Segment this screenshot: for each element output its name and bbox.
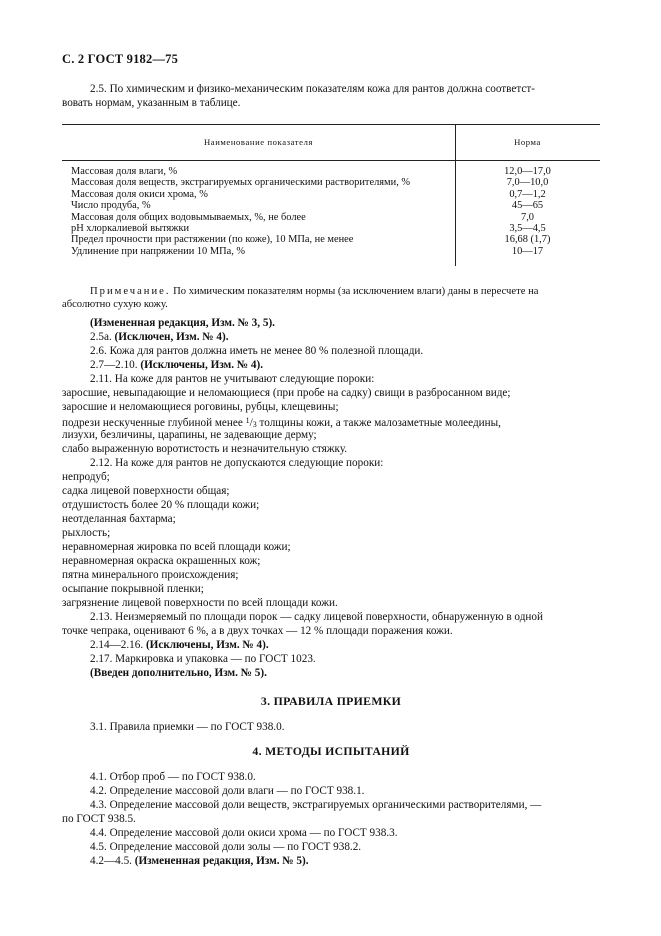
clause-number: 2.14—2.16. bbox=[90, 639, 146, 651]
table-note-line-2: абсолютно сухую кожу. bbox=[62, 299, 168, 310]
clause-2-5-line-1: 2.5. По химическим и физико-механическим показателям кожа для рантов должна соответст- bbox=[90, 83, 535, 95]
defect-item: загрязнение лицевой поверхности по всей площади кожи. bbox=[62, 597, 338, 609]
clause-2-7-2-10 bbox=[62, 358, 600, 372]
clause-number: 4.2—4.5. bbox=[90, 855, 135, 867]
note-text: По химическим показателям нормы (за исключением влаги) даны в пересчете на bbox=[170, 286, 539, 297]
indicator-name: Массовая доля влаги, % bbox=[71, 166, 178, 177]
clause-2-5a bbox=[62, 330, 600, 344]
defect-item: отдушистость более 20 % площади кожи; bbox=[62, 499, 260, 511]
amendment-note: (Исключены, Изм. № 4). bbox=[140, 359, 264, 371]
clause-2-13-line-2: точке чепрака, оценивают 6 %, а в двух точках — 12 % площади поражения кожи. bbox=[62, 625, 453, 637]
defect-item: заросшие и неломающиеся роговины, рубцы, клещевины; bbox=[62, 401, 339, 413]
section-4-heading: 4. МЕТОДЫ ИСПЫТАНИЙ bbox=[252, 744, 410, 758]
text-segment: толщины кожи, а также малозаметные молеедины, bbox=[256, 417, 501, 429]
amendment-note: (Исключены, Изм. № 4). bbox=[145, 639, 269, 651]
norms-table bbox=[62, 124, 600, 266]
defect-item: рыхлость; bbox=[62, 527, 111, 539]
indicator-name: Удлинение при напряжении 10 МПа, % bbox=[71, 245, 246, 257]
indicator-name: pH хлоркалиевой вытяжки bbox=[71, 222, 190, 234]
indicator-norm: 45—65 bbox=[511, 200, 544, 212]
table-row bbox=[62, 234, 600, 245]
defect-item: неравномерная жировка по всей площади кожи; bbox=[62, 541, 291, 553]
table-row bbox=[62, 189, 600, 200]
defect-item: неравномерная окраска окрашенных кож; bbox=[62, 555, 261, 567]
defect-item: осыпание покрывной пленки; bbox=[62, 583, 204, 595]
indicator-norm: 16,68 (1,7) bbox=[504, 234, 551, 246]
indicator-norm: 7,0—10,0 bbox=[506, 177, 549, 189]
text-segment: подрези нескученные глубиной менее bbox=[62, 417, 246, 429]
indicator-name: Массовая доля веществ, экстрагируемых органическими растворителями, % bbox=[71, 177, 411, 189]
defect-item: садка лицевой поверхности общая; bbox=[62, 485, 230, 497]
defect-item: лизухи, безличины, царапины, не задевающие дерму; bbox=[62, 429, 317, 441]
fraction-slash: / bbox=[249, 417, 253, 429]
page-header: С. 2 ГОСТ 9182—75 bbox=[62, 52, 179, 66]
indicator-norm: 10—17 bbox=[511, 245, 544, 257]
table-header-norm: Норма bbox=[514, 137, 541, 147]
clause-2-13-line-1: 2.13. Неизмеряемый по площади порок — садку лицевой поверхности, обнаруженную в одной bbox=[90, 611, 543, 623]
clause-4-2: 4.2. Определение массовой доли влаги — по ГОСТ 938.1. bbox=[90, 785, 365, 797]
clause-3-1: 3.1. Правила приемки — по ГОСТ 938.0. bbox=[90, 721, 285, 733]
section-3-heading: 3. ПРАВИЛА ПРИЕМКИ bbox=[260, 694, 402, 708]
fraction-numerator: 1 bbox=[245, 416, 250, 425]
indicator-norm: 7,0 bbox=[521, 211, 534, 223]
amendment-note: (Введен дополнительно, Изм. № 5). bbox=[90, 667, 267, 679]
clause-number: 2.7—2.10. bbox=[90, 359, 141, 371]
defect-item: непродуб; bbox=[62, 471, 110, 483]
table-row bbox=[62, 212, 600, 223]
table-row bbox=[62, 177, 600, 188]
table-row bbox=[62, 246, 600, 257]
indicator-norm: 0,7—1,2 bbox=[509, 188, 546, 200]
indicator-name: Предел прочности при растяжении (по коже), 10 МПа, не менее bbox=[71, 234, 354, 246]
clause-4-2-4-5 bbox=[62, 854, 600, 868]
table-row bbox=[62, 166, 600, 177]
table-top-rule bbox=[62, 124, 600, 125]
clause-2-6: 2.6. Кожа для рантов должна иметь не менее 80 % полезной площади. bbox=[90, 345, 424, 357]
indicator-name: Массовая доля общих водовымываемых, %, не более bbox=[71, 211, 306, 223]
clause-2-12: 2.12. На коже для рантов не допускаются следующие пороки: bbox=[90, 457, 384, 469]
table-header-rule bbox=[62, 160, 600, 161]
indicator-norm: 3,5—4,5 bbox=[509, 222, 546, 234]
defect-item: неотделанная бахтарма; bbox=[62, 513, 176, 525]
defect-item: слабо выраженную воротистость и незначительную стяжку. bbox=[62, 443, 348, 455]
clause-2-14-2-16 bbox=[62, 638, 600, 652]
clause-4-5: 4.5. Определение массовой доли золы — по ГОСТ 938.2. bbox=[90, 841, 362, 853]
table-body bbox=[62, 166, 600, 257]
fraction-denominator: 3 bbox=[252, 420, 257, 429]
defect-item: пятна минерального происхождения; bbox=[62, 569, 239, 581]
clause-number: 2.5а. bbox=[90, 331, 115, 343]
table-row bbox=[62, 223, 600, 234]
table-row bbox=[62, 200, 600, 211]
indicator-norm: 12,0—17,0 bbox=[504, 166, 551, 177]
clause-4-3-line-1: 4.3. Определение массовой доли веществ, экстрагируемых органическими растворителями, — bbox=[90, 799, 542, 811]
clause-2-5-line-2: вовать нормам, указанным в таблице. bbox=[62, 97, 241, 109]
clause-4-4: 4.4. Определение массовой доли окиси хрома — по ГОСТ 938.3. bbox=[90, 827, 398, 839]
amendment-note: (Измененная редакция, Изм. № 5). bbox=[134, 855, 309, 867]
amendment-note: (Исключен, Изм. № 4). bbox=[114, 331, 229, 343]
clause-2-11: 2.11. На коже для рантов не учитывают следующие пороки: bbox=[90, 373, 375, 385]
indicator-name: Число продуба, % bbox=[71, 200, 151, 212]
clause-2-17: 2.17. Маркировка и упаковка — по ГОСТ 1023. bbox=[90, 653, 316, 665]
note-label: Примечание. bbox=[90, 286, 171, 297]
clause-4-3-line-2: по ГОСТ 938.5. bbox=[62, 813, 136, 825]
indicator-name: Массовая доля окиси хрома, % bbox=[71, 188, 208, 200]
amendment-note: (Измененная редакция, Изм. № 3, 5). bbox=[90, 317, 275, 329]
clause-4-1: 4.1. Отбор проб — по ГОСТ 938.0. bbox=[90, 771, 256, 783]
defect-item: заросшие, невыпадающие и неломающиеся (при пробе на садку) свищи в разбросанном виде; bbox=[62, 387, 511, 399]
table-header-indicator: Наименование показателя bbox=[203, 137, 314, 147]
